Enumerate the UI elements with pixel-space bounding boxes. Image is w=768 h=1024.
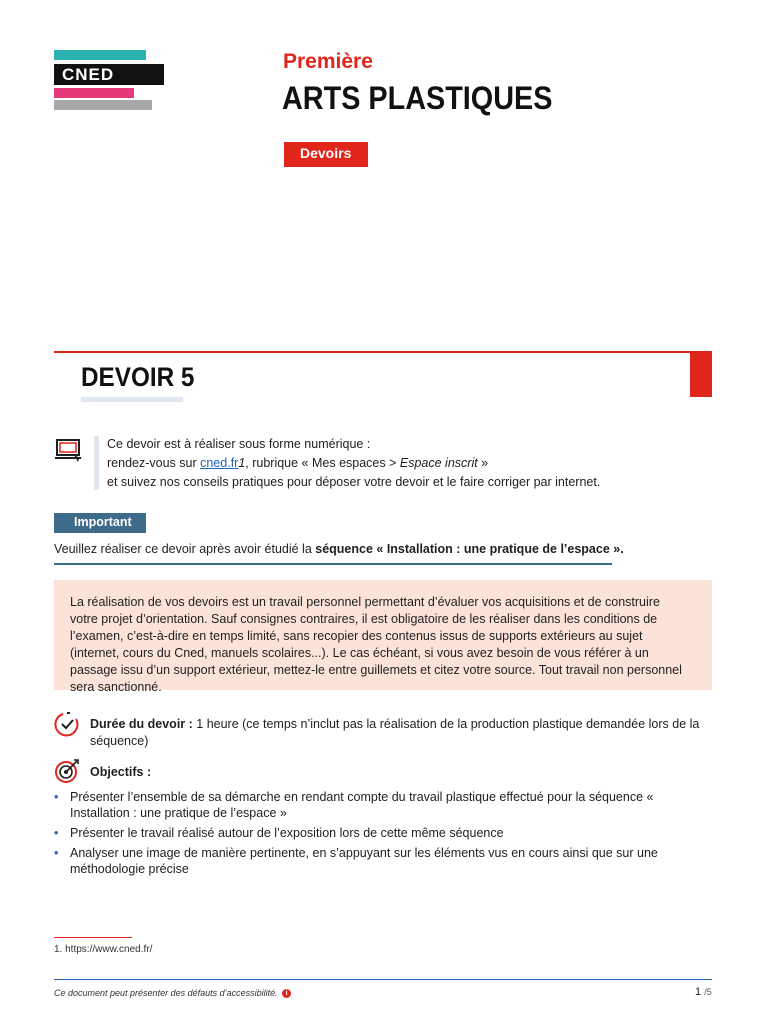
logo-pink-bar <box>54 88 134 98</box>
cned-link[interactable]: cned.fr <box>200 456 239 470</box>
cned-logo <box>54 50 166 112</box>
devoir-title-underline <box>81 397 183 402</box>
numeric-notice <box>107 435 600 492</box>
footnote: 1. https://www.cned.fr/ <box>54 944 153 955</box>
footnote-ref[interactable]: 1 <box>238 456 246 470</box>
accessibility-icon: i <box>282 989 291 998</box>
list-item <box>54 845 704 877</box>
laptop-icon <box>54 438 84 464</box>
important-badge <box>54 513 146 533</box>
page-number <box>695 986 712 998</box>
notice-line-2-suffix: » <box>477 456 489 470</box>
duration-value: 1 heure (ce temps n’inclut pas la réalisation de la production plastique demandée lors de la séquence) <box>90 717 700 748</box>
notice-line-2 <box>107 454 600 473</box>
bullet-icon: • <box>54 826 59 840</box>
bullet-icon: • <box>54 790 59 804</box>
notice-line-2-prefix: rendez-vous sur <box>107 456 201 470</box>
important-text-prefix: Veuillez réaliser ce devoir après avoir étudié la <box>54 542 316 556</box>
accessibility-note-text: Ce document peut présenter des défauts d’accessibilité. <box>54 988 278 998</box>
important-label: Important <box>74 515 132 529</box>
logo-grey-bar <box>54 100 152 110</box>
devoir-title: DEVOIR 5 <box>81 362 195 392</box>
page-total: /5 <box>704 987 712 997</box>
important-sequence: séquence « Installation : une pratique de l’espace ». <box>315 542 624 556</box>
important-rule <box>54 563 612 565</box>
page-title: ARTS PLASTIQUES <box>282 80 553 116</box>
espace-inscrit-text: Espace inscrit <box>399 456 478 470</box>
objective-text: Présenter le travail réalisé autour de l’exposition lors de cette même séquence <box>70 826 504 840</box>
target-icon <box>54 758 80 784</box>
objective-text: Présenter l’ensemble de sa démarche en rendant compte du travail plastique effectué pour la séquence « Installation : une pratique de l’espace » <box>70 790 654 820</box>
notice-line-1: Ce devoir est à réaliser sous forme numérique : <box>107 437 371 451</box>
devoirs-badge-label: Devoirs <box>300 145 352 161</box>
warning-text: La réalisation de vos devoirs est un travail personnel permettant d’évaluer vos acquisitions et de construire votre projet d’orientation. Sauf consignes contraires, il est obligatoire de les réaliser dans les conditions de l’examen, c’est-à-dire en temps limité, sans recopier des contenus issus de supports extérieurs au sujet (internet, cours du Cned, manuels scolaires...). Le cas échéant, si vous avez besoin de vous référer à un passage issu d’un support extérieur, mettez-le entre guillemets et citez votre source. Tout travail non personnel sera sanctionné. <box>70 595 682 694</box>
list-item <box>54 825 704 841</box>
devoirs-badge <box>284 142 368 167</box>
footnote-rule <box>54 937 132 938</box>
section-rule <box>54 351 690 353</box>
objective-text: Analyser une image de manière pertinente, en s’appuyant sur les éléments vus en cours ainsi que sur une méthodologie précise <box>70 846 658 876</box>
footer-rule <box>54 979 712 980</box>
duration-label: Durée du devoir : <box>90 717 193 731</box>
logo-teal-bar <box>54 50 146 60</box>
clock-icon <box>54 711 80 737</box>
accessibility-note <box>54 988 291 998</box>
level-label: Première <box>283 50 373 73</box>
important-text <box>54 542 624 556</box>
objectives-label: Objectifs : <box>90 765 152 779</box>
page-current: 1 <box>695 986 702 998</box>
objectives-list <box>54 789 704 881</box>
list-item <box>54 789 704 821</box>
bullet-icon: • <box>54 846 59 860</box>
section-rule-block <box>690 351 712 397</box>
notice-line-3: et suivez nos conseils pratiques pour déposer votre devoir et le faire corriger par internet. <box>107 475 601 489</box>
notice-accent-bar <box>94 436 99 490</box>
duration-text <box>90 716 710 750</box>
notice-line-2-mid: , rubrique « Mes espaces > <box>245 456 400 470</box>
logo-text: CNED <box>62 65 115 84</box>
